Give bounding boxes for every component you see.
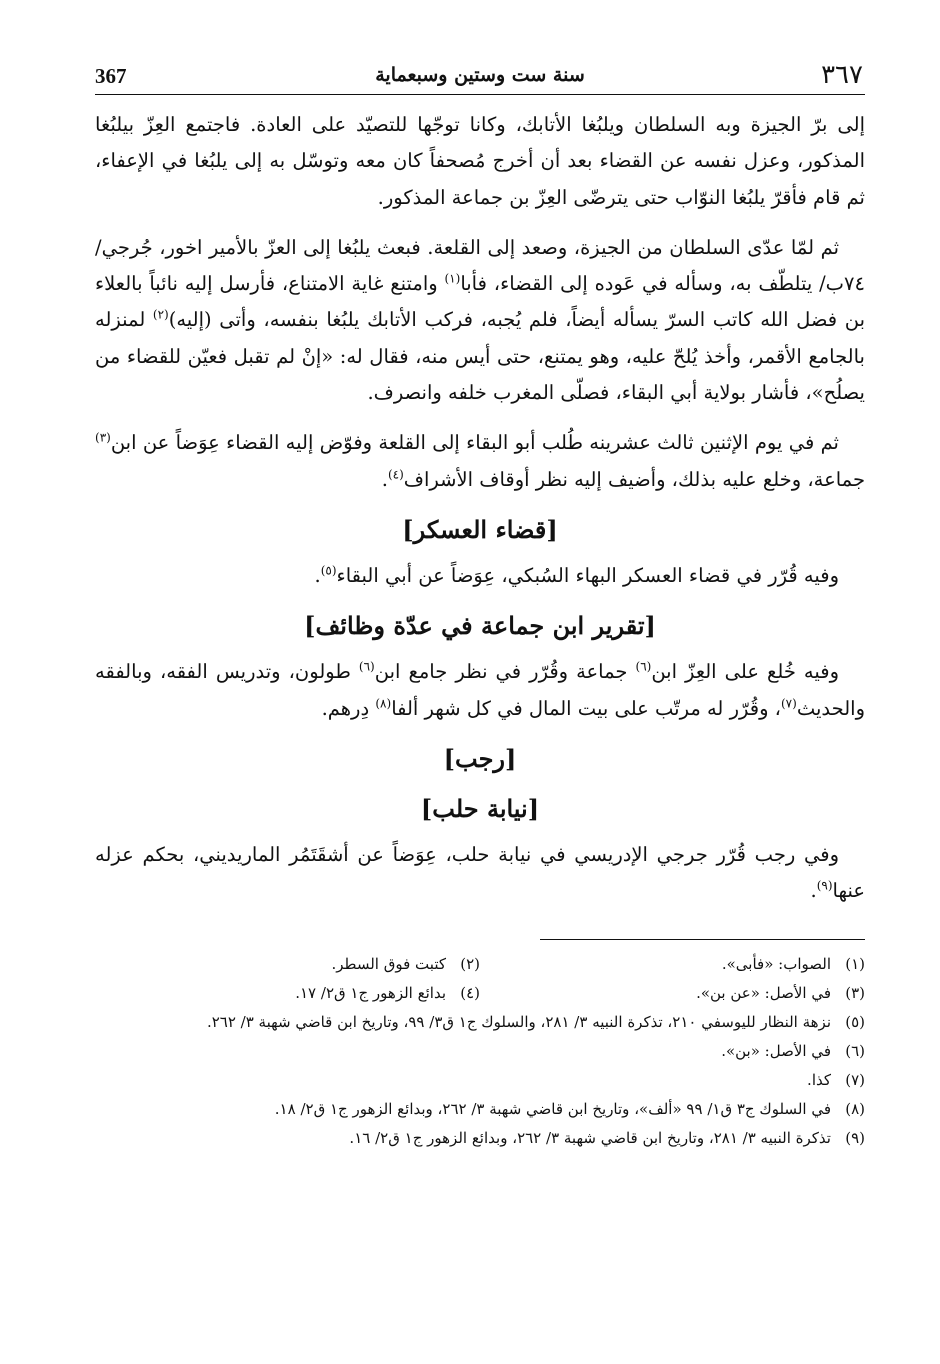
paragraph-2-text: ثم لمّا عدّى السلطان من الجيزة، وصعد إلى القلعة. فبعث يلبُغا إلى العزّ بالأمير اخور، جُرجي/ ٧٤ب/ يتلطّف به، وسأله في عَوده إلى القضاء، فأبا bbox=[95, 235, 865, 296]
footnote-number: (٨) bbox=[845, 1100, 865, 1119]
note-ref-9: (٩) bbox=[816, 878, 833, 893]
footnote-number: (٦) bbox=[845, 1042, 865, 1061]
section-heading-army-judgeship: [قضاء العسكر] bbox=[402, 514, 558, 544]
footnote-8 bbox=[95, 1095, 865, 1124]
footnote-number: (٥) bbox=[845, 1013, 865, 1032]
page-header bbox=[95, 52, 865, 95]
footnote-9 bbox=[95, 1124, 865, 1153]
section-heading-rajab: [رجب] bbox=[443, 743, 517, 773]
note-ref-5: (٥) bbox=[320, 563, 337, 578]
footnote-text: الصواب: «فأبى». bbox=[721, 955, 831, 974]
paragraph-6-text-b: . bbox=[810, 879, 817, 903]
note-ref-1: (١) bbox=[444, 271, 461, 286]
footnote-number: (٧) bbox=[845, 1071, 865, 1090]
footnote-3 bbox=[480, 979, 865, 1008]
footnote-7 bbox=[95, 1066, 865, 1095]
note-ref-6a: (٦) bbox=[635, 659, 652, 674]
footnote-text: كذا. bbox=[807, 1071, 831, 1090]
page-number-latin: 367 bbox=[95, 64, 127, 88]
paragraph-2 bbox=[95, 230, 865, 411]
paragraph-5 bbox=[95, 654, 865, 727]
footnote-text: نزهة النظار لليوسفي ٢١٠، تذكرة النبيه ٣/ ٢٨١، والسلوك ج١ ق٣/ ٩٩، وتاريخ ابن قاضي شهبة ٣/ ٢٦٢. bbox=[206, 1013, 831, 1032]
paragraph-5-text: وفيه خُلع على العِزّ ابن bbox=[651, 660, 839, 684]
paragraph-5-text-d: ، وقُرّر له مرتّب على بيت المال في كل شهر ألفا bbox=[391, 696, 781, 720]
footnote-text: تذكرة النبيه ٣/ ٢٨١، وتاريخ ابن قاضي شهبة ٣/ ٢٦٢، وبدائع الزهور ج١ ق٢/ ١٦. bbox=[349, 1129, 831, 1148]
book-page bbox=[95, 52, 865, 1342]
note-ref-7: (٧) bbox=[780, 696, 797, 711]
paragraph-5-text-e: دِرهم. bbox=[321, 696, 376, 720]
paragraph-4-text-b: . bbox=[314, 563, 321, 587]
paragraph-2-text-b: وامتنع غاية الامتناع، فأرسل إليه نائباً بالعلاء بن فضل الله كاتب السرّ يسأله أيضاً، فلم يُجبه، فركب الأتابك يلبُغا بنفسه، وأتى (إليه) bbox=[95, 272, 865, 332]
note-ref-4: (٤) bbox=[387, 467, 404, 482]
paragraph-6-text: وفي رجب قُرّر جرجي الإدريسي في نيابة حلب، عِوَضاً عن أشقَتَمُر الماريديني، بحكم عزله عنها bbox=[95, 842, 865, 903]
footnote-text: كتبت فوق السطر. bbox=[331, 955, 446, 974]
note-ref-2: (٢) bbox=[152, 307, 169, 322]
paragraph-1 bbox=[95, 107, 865, 216]
footnote-number: (٩) bbox=[845, 1129, 865, 1148]
note-ref-8: (٨) bbox=[375, 696, 392, 711]
footnote-number: (٤) bbox=[460, 984, 480, 1003]
paragraph-4-text: وفيه قُرّر في قضاء العسكر البهاء السُبكي، عِوَضاً عن أبي البقاء bbox=[336, 563, 839, 587]
footnote-number: (١) bbox=[845, 955, 865, 974]
footnote-row bbox=[95, 979, 865, 1008]
footnote-text: في الأصل: «بن». bbox=[721, 1042, 831, 1061]
paragraph-3-text-b: جماعة، وخلع عليه بذلك، وأضيف إليه نظر أوقاف الأشراف bbox=[403, 467, 865, 491]
paragraph-6 bbox=[95, 837, 865, 910]
footnote-1 bbox=[480, 950, 865, 979]
paragraph-4 bbox=[95, 558, 865, 594]
paragraph-1-text: إلى برّ الجيزة وبه السلطان ويلبُغا الأتابك، وكانا توجّها للتصيّد على العادة. فاجتمع العِزّ بيلبُغا المذكور، وعزل نفسه عن القضاء بعد أن أخرج مُصحفاً كان معه وتوسّل به إلى يلبُغا في الإعفاء، ثم قام فأقرّ يلبُغا النوّاب حتى يترضّى العِزّ بن جماعة المذكور. bbox=[95, 113, 865, 209]
section-heading-aleppo: [نيابة حلب] bbox=[420, 793, 540, 823]
footnote-text: بدائع الزهور ج١ ق٢/ ١٧. bbox=[295, 984, 446, 1003]
paragraph-5-text-b: جماعة وقُرّر في نظر جامع ابن bbox=[374, 660, 636, 684]
footnote-number: (٣) bbox=[845, 984, 865, 1003]
footnote-separator bbox=[540, 939, 865, 940]
paragraph-3-text-c: . bbox=[381, 467, 388, 491]
paragraph-3-text: ثم في يوم الإثنين ثالث عشرينه طُلب أبو البقاء إلى القلعة وفوّض إليه القضاء عِوَضاً عن ابن bbox=[110, 431, 839, 455]
footnote-5 bbox=[95, 1008, 865, 1037]
footnote-number: (٢) bbox=[460, 955, 480, 974]
section-heading-ibn-jamaa: [تقرير ابن جماعة في عدّة وظائف] bbox=[304, 611, 656, 641]
running-title: سنة ست وستين وسبعماية bbox=[375, 64, 585, 86]
note-ref-6b: (٦) bbox=[358, 659, 375, 674]
footnote-row bbox=[95, 950, 865, 979]
footnote-4 bbox=[95, 979, 480, 1008]
footnote-text: في الأصل: «عن بن». bbox=[696, 984, 831, 1003]
main-text bbox=[95, 107, 865, 909]
paragraph-2-text-c: لمنزله بالجامع الأقمر، وأخذ يُلحّ عليه، وهو يمتنع، حتى أيس منه، فقال له: «إنْ لم تقبل فعيّن للقضاء من يصلُح»، فأشار بولاية أبي البقاء، فصلّى المغرب خلفه وانصرف. bbox=[95, 308, 865, 405]
footnote-text: في السلوك ج٣ ق١/ ٩٩ «ألف»، وتاريخ ابن قاضي شهبة ٣/ ٢٦٢، وبدائع الزهور ج١ ق٢/ ١٨. bbox=[274, 1100, 831, 1119]
footnotes bbox=[95, 950, 865, 1153]
footnote-6 bbox=[95, 1037, 865, 1066]
page-number-arabic: ٣٦٧ bbox=[821, 60, 863, 90]
note-ref-3: (٣) bbox=[95, 430, 111, 445]
paragraph-5-text-c: طولون، وتدريس الفقه، وبالفقه والحديث bbox=[95, 660, 865, 720]
footnote-2 bbox=[95, 950, 480, 979]
paragraph-3 bbox=[95, 425, 865, 498]
